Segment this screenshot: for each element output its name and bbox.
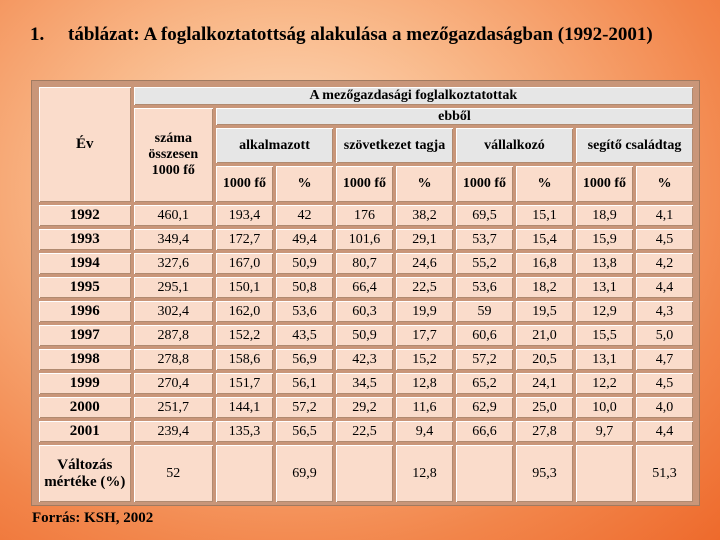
value-cell: 162,0 (216, 301, 273, 322)
title-number: 1. (30, 24, 45, 45)
value-cell: 20,5 (516, 349, 573, 370)
value-cell: 65,2 (456, 373, 513, 394)
value-cell: 56,9 (276, 349, 333, 370)
value-cell: 53,6 (456, 277, 513, 298)
value-cell: 12,2 (576, 373, 633, 394)
value-cell: 80,7 (336, 253, 393, 274)
value-cell: 24,6 (396, 253, 453, 274)
value-cell: 151,7 (216, 373, 273, 394)
employment-table (36, 84, 696, 505)
value-cell: 12,9 (576, 301, 633, 322)
value-cell: 152,2 (216, 325, 273, 346)
table-row (39, 397, 693, 418)
table-row (39, 373, 693, 394)
value-cell: 15,1 (516, 205, 573, 226)
table-row (39, 229, 693, 250)
value-cell: 56,1 (276, 373, 333, 394)
value-cell: 144,1 (216, 397, 273, 418)
year-cell: 1993 (39, 229, 131, 250)
value-cell: 4,5 (636, 373, 693, 394)
group-header-szovetkezet: szövetkezet tagja (336, 128, 453, 163)
value-cell: 42,3 (336, 349, 393, 370)
value-cell: 50,8 (276, 277, 333, 298)
value-cell: 17,7 (396, 325, 453, 346)
value-cell: 251,7 (134, 397, 213, 418)
value-cell: 4,3 (636, 301, 693, 322)
group-header-alkalmazott: alkalmazott (216, 128, 333, 163)
value-cell: 50,9 (336, 325, 393, 346)
value-cell: 9,7 (576, 421, 633, 442)
value-cell: 239,4 (134, 421, 213, 442)
year-cell: 1998 (39, 349, 131, 370)
main-header: A mezőgazdasági foglalkoztatottak (134, 87, 693, 105)
value-cell: 13,1 (576, 277, 633, 298)
change-value-cell (336, 445, 393, 502)
change-value-cell: 69,9 (276, 445, 333, 502)
value-cell: 24,1 (516, 373, 573, 394)
value-cell: 50,9 (276, 253, 333, 274)
unit-header: 1000 fő (216, 166, 273, 202)
value-cell: 4,5 (636, 229, 693, 250)
value-cell: 56,5 (276, 421, 333, 442)
change-row (39, 445, 693, 502)
value-cell: 49,4 (276, 229, 333, 250)
value-cell: 60,6 (456, 325, 513, 346)
value-cell: 25,0 (516, 397, 573, 418)
unit-header: 1000 fő (456, 166, 513, 202)
value-cell: 193,4 (216, 205, 273, 226)
year-cell: 1994 (39, 253, 131, 274)
year-cell: 2000 (39, 397, 131, 418)
change-value-cell: 12,8 (396, 445, 453, 502)
value-cell: 21,0 (516, 325, 573, 346)
value-cell: 4,1 (636, 205, 693, 226)
value-cell: 4,4 (636, 277, 693, 298)
year-header: Év (39, 87, 131, 202)
value-cell: 29,1 (396, 229, 453, 250)
value-cell: 167,0 (216, 253, 273, 274)
value-cell: 5,0 (636, 325, 693, 346)
value-cell: 349,4 (134, 229, 213, 250)
value-cell: 19,9 (396, 301, 453, 322)
table-row (39, 205, 693, 226)
value-cell: 287,8 (134, 325, 213, 346)
value-cell: 176 (336, 205, 393, 226)
value-cell: 16,8 (516, 253, 573, 274)
change-value-cell: 95,3 (516, 445, 573, 502)
value-cell: 15,9 (576, 229, 633, 250)
value-cell: 22,5 (396, 277, 453, 298)
table-row (39, 301, 693, 322)
title-text: táblázat: A foglalkoztatottság alakulása a mezőgazdaságban (1992-2001) (68, 24, 653, 45)
table-row (39, 253, 693, 274)
table-row (39, 349, 693, 370)
year-cell: 2001 (39, 421, 131, 442)
page-title (30, 24, 710, 46)
value-cell: 66,6 (456, 421, 513, 442)
value-cell: 29,2 (336, 397, 393, 418)
change-label: Változás mértéke (%) (39, 445, 131, 502)
change-value-cell (216, 445, 273, 502)
value-cell: 60,3 (336, 301, 393, 322)
value-cell: 10,0 (576, 397, 633, 418)
value-cell: 22,5 (336, 421, 393, 442)
value-cell: 53,7 (456, 229, 513, 250)
change-value-cell (576, 445, 633, 502)
source-note: Forrás: KSH, 2002 (32, 510, 154, 526)
value-cell: 11,6 (396, 397, 453, 418)
unit-header: 1000 fő (576, 166, 633, 202)
value-cell: 19,5 (516, 301, 573, 322)
value-cell: 158,6 (216, 349, 273, 370)
total-header: száma összesen 1000 fő (134, 108, 213, 202)
value-cell: 302,4 (134, 301, 213, 322)
value-cell: 327,6 (134, 253, 213, 274)
year-cell: 1995 (39, 277, 131, 298)
value-cell: 4,4 (636, 421, 693, 442)
table-frame (31, 80, 700, 506)
value-cell: 150,1 (216, 277, 273, 298)
value-cell: 34,5 (336, 373, 393, 394)
year-cell: 1992 (39, 205, 131, 226)
value-cell: 270,4 (134, 373, 213, 394)
value-cell: 18,2 (516, 277, 573, 298)
value-cell: 15,2 (396, 349, 453, 370)
value-cell: 278,8 (134, 349, 213, 370)
unit-header: 1000 fő (336, 166, 393, 202)
value-cell: 135,3 (216, 421, 273, 442)
value-cell: 57,2 (456, 349, 513, 370)
year-cell: 1997 (39, 325, 131, 346)
pct-header: % (396, 166, 453, 202)
value-cell: 13,1 (576, 349, 633, 370)
value-cell: 101,6 (336, 229, 393, 250)
value-cell: 15,5 (576, 325, 633, 346)
value-cell: 172,7 (216, 229, 273, 250)
table-row (39, 325, 693, 346)
pct-header: % (516, 166, 573, 202)
table-row (39, 421, 693, 442)
value-cell: 57,2 (276, 397, 333, 418)
ebbol-header: ebből (216, 108, 693, 125)
value-cell: 12,8 (396, 373, 453, 394)
value-cell: 27,8 (516, 421, 573, 442)
value-cell: 42 (276, 205, 333, 226)
year-cell: 1999 (39, 373, 131, 394)
table-row (39, 277, 693, 298)
change-value-cell (456, 445, 513, 502)
value-cell: 4,0 (636, 397, 693, 418)
value-cell: 53,6 (276, 301, 333, 322)
change-value-cell: 51,3 (636, 445, 693, 502)
year-cell: 1996 (39, 301, 131, 322)
value-cell: 4,7 (636, 349, 693, 370)
value-cell: 69,5 (456, 205, 513, 226)
value-cell: 4,2 (636, 253, 693, 274)
value-cell: 18,9 (576, 205, 633, 226)
value-cell: 43,5 (276, 325, 333, 346)
value-cell: 13,8 (576, 253, 633, 274)
pct-header: % (276, 166, 333, 202)
value-cell: 59 (456, 301, 513, 322)
value-cell: 15,4 (516, 229, 573, 250)
value-cell: 62,9 (456, 397, 513, 418)
value-cell: 295,1 (134, 277, 213, 298)
value-cell: 66,4 (336, 277, 393, 298)
value-cell: 9,4 (396, 421, 453, 442)
pct-header: % (636, 166, 693, 202)
change-value-cell: 52 (134, 445, 213, 502)
value-cell: 460,1 (134, 205, 213, 226)
group-header-vallalkozo: vállalkozó (456, 128, 573, 163)
value-cell: 55,2 (456, 253, 513, 274)
group-header-segito: segítő családtag (576, 128, 693, 163)
value-cell: 38,2 (396, 205, 453, 226)
